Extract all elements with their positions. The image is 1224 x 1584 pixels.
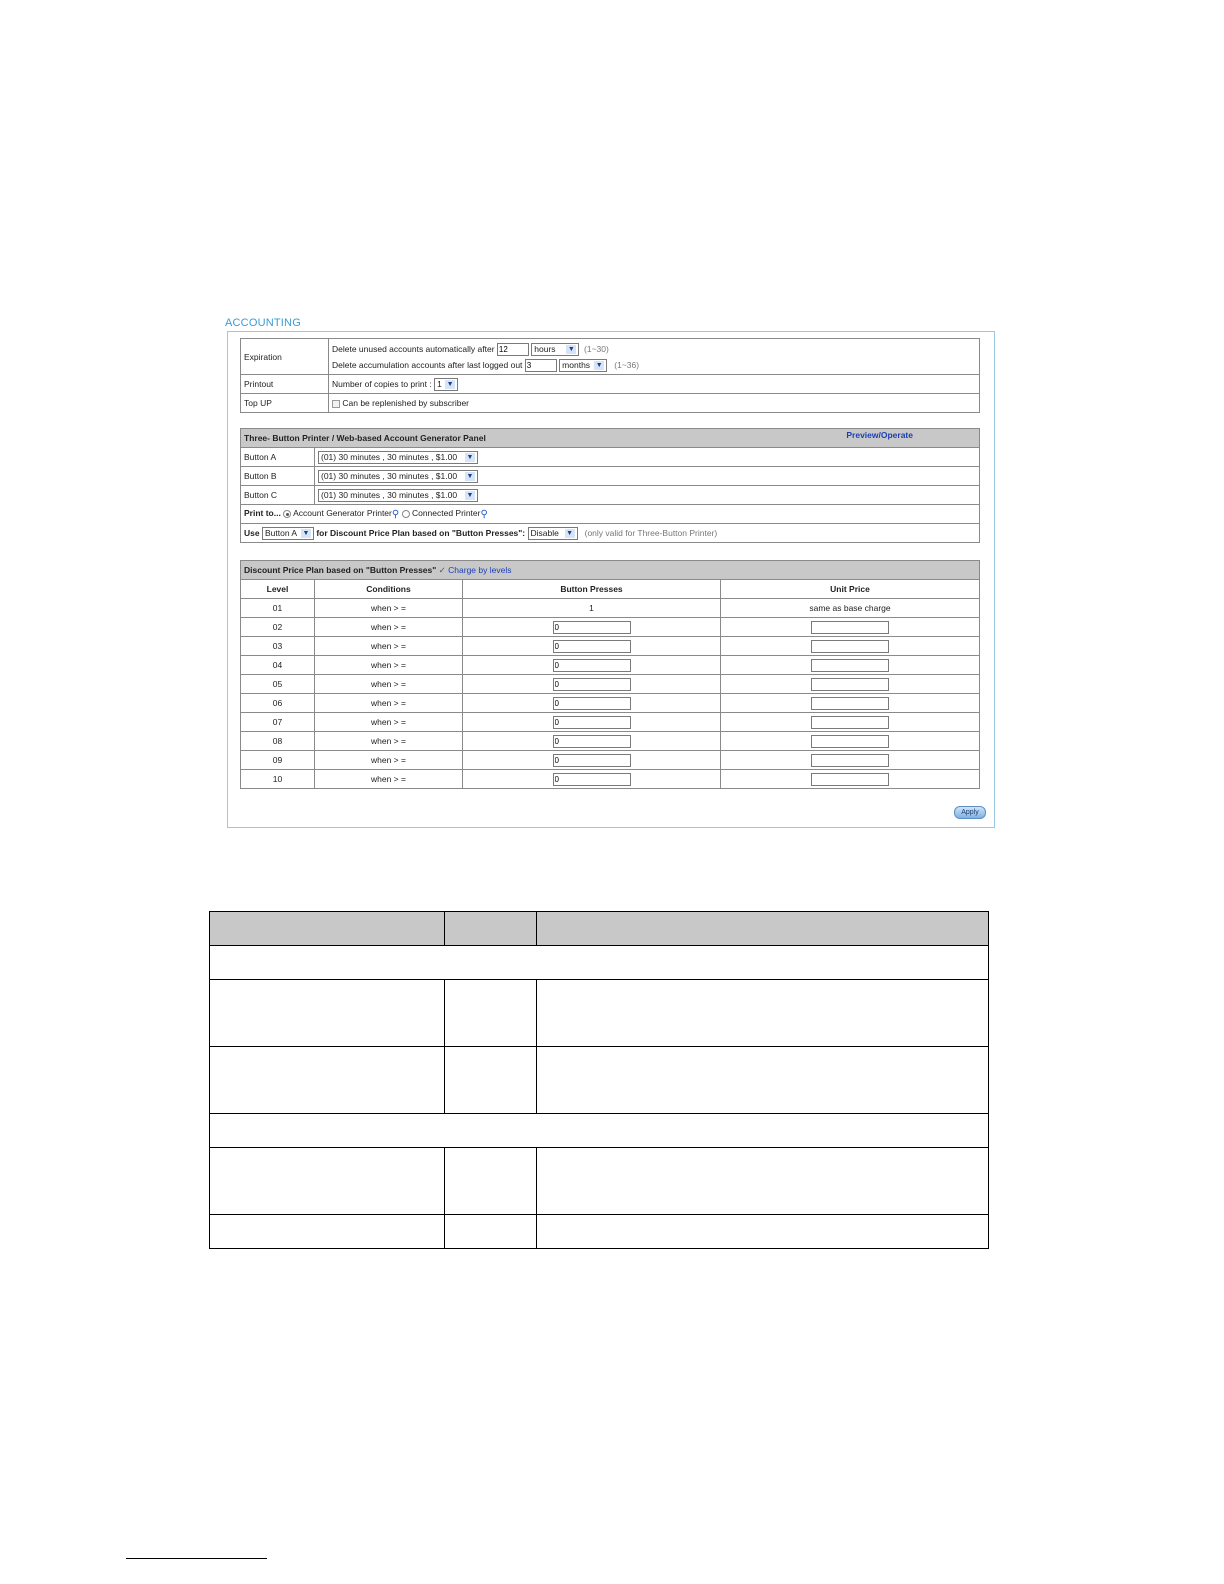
button-a-label: Button A	[241, 448, 315, 467]
chevron-down-icon: ▼	[567, 345, 575, 353]
row-price-cell	[721, 770, 980, 789]
accumulation-expiry-range: (1~36)	[614, 359, 640, 370]
row-price-cell	[721, 732, 980, 751]
accounting-screenshot	[225, 317, 995, 829]
unused-expiry-unit-value: hours	[534, 343, 556, 354]
button-presses-input[interactable]	[553, 621, 631, 634]
row-presses-cell	[463, 694, 721, 713]
table-row	[241, 656, 980, 675]
connected-printer-radio[interactable]	[402, 510, 410, 518]
print-to-row	[241, 505, 980, 524]
button-c-label: Button C	[241, 486, 315, 505]
row-price-cell	[721, 675, 980, 694]
discount-note: (only valid for Three-Button Printer)	[584, 527, 718, 538]
row-price-cell	[721, 694, 980, 713]
topup-label: Top UP	[241, 394, 329, 413]
description-table	[209, 911, 989, 1249]
printout-label: Printout	[241, 375, 329, 394]
table-row	[210, 1047, 989, 1114]
discount-button-value: Button A	[264, 527, 298, 538]
replenish-checkbox[interactable]	[332, 400, 340, 408]
row-level: 09	[241, 751, 315, 770]
row-condition: when > =	[315, 713, 463, 732]
accumulation-expiry-unit-select[interactable]	[559, 359, 607, 372]
accumulation-expiry-input[interactable]	[525, 359, 557, 372]
table-row	[210, 1215, 989, 1249]
button-presses-input[interactable]	[553, 659, 631, 672]
row-condition: when > =	[315, 599, 463, 618]
button-b-select[interactable]	[318, 470, 478, 483]
row-price-cell	[721, 618, 980, 637]
table-row	[241, 770, 980, 789]
discount-mode-select[interactable]	[528, 527, 578, 540]
unused-expiry-range: (1~30)	[584, 343, 609, 354]
preview-operate-link[interactable]: Preview/Operate	[846, 430, 913, 440]
table-row	[241, 732, 980, 751]
charge-by-levels-link[interactable]: Charge by levels	[448, 564, 512, 575]
chevron-down-icon: ▼	[466, 491, 474, 499]
row-level: 04	[241, 656, 315, 675]
discount-source-text: for Discount Price Plan based on "Button Presses":	[316, 527, 526, 538]
section-title: ACCOUNTING	[225, 317, 301, 329]
row-condition: when > =	[315, 656, 463, 675]
unit-price-input[interactable]	[811, 678, 889, 691]
row-presses-cell	[463, 770, 721, 789]
discount-plan-table	[240, 560, 980, 789]
row-level: 07	[241, 713, 315, 732]
print-to-label: Print to...	[244, 508, 281, 519]
column-header-unit-price: Unit Price	[721, 580, 980, 599]
table-row	[241, 713, 980, 732]
row-presses-cell	[463, 713, 721, 732]
table-row	[241, 637, 980, 656]
chevron-down-icon: ▼	[595, 361, 603, 369]
row-level: 06	[241, 694, 315, 713]
row-presses-cell	[463, 656, 721, 675]
description-header-row	[210, 912, 989, 946]
row-condition: when > =	[315, 618, 463, 637]
discount-button-select[interactable]	[262, 527, 314, 540]
button-a-select[interactable]	[318, 451, 478, 464]
unused-expiry-input[interactable]	[497, 343, 529, 356]
button-c-select[interactable]	[318, 489, 478, 502]
discount-source-row	[241, 524, 980, 543]
expiration-label: Expiration	[241, 339, 329, 375]
search-icon[interactable]: ⚲	[480, 508, 488, 520]
unit-price-input[interactable]	[811, 640, 889, 653]
column-header-level: Level	[241, 580, 315, 599]
button-c-value: (01) 30 minutes , 30 minutes , $1.00	[321, 489, 458, 500]
description-group-row	[210, 1114, 989, 1148]
table-row	[241, 599, 980, 618]
row-condition: when > =	[315, 732, 463, 751]
unit-price-input[interactable]	[811, 754, 889, 767]
apply-button[interactable]: Apply	[954, 806, 986, 819]
row-presses-cell	[463, 732, 721, 751]
row-level: 08	[241, 732, 315, 751]
expiration-accumulation-text: Delete accumulation accounts after last logged out	[332, 359, 523, 370]
chevron-down-icon: ▼	[466, 453, 474, 461]
row-condition: when > =	[315, 751, 463, 770]
table-row	[241, 618, 980, 637]
discount-plan-header	[241, 561, 980, 580]
replenish-checkbox-label: Can be replenished by subscriber	[342, 398, 470, 408]
row-level: 01	[241, 599, 315, 618]
row-price-cell	[721, 637, 980, 656]
button-presses-input[interactable]	[553, 697, 631, 710]
printer-panel-header	[241, 429, 980, 448]
row-price-cell	[721, 751, 980, 770]
unit-price-input[interactable]	[811, 621, 889, 634]
button-presses-input[interactable]	[553, 754, 631, 767]
row-condition: when > =	[315, 770, 463, 789]
table-row	[241, 694, 980, 713]
button-presses-input[interactable]	[553, 773, 631, 786]
discount-column-headers	[241, 580, 980, 599]
button-presses-input[interactable]	[553, 640, 631, 653]
button-b-value: (01) 30 minutes , 30 minutes , $1.00	[321, 470, 458, 481]
chevron-down-icon: ▼	[302, 529, 310, 537]
button-a-value: (01) 30 minutes , 30 minutes , $1.00	[321, 451, 458, 462]
button-presses-input[interactable]	[553, 678, 631, 691]
column-header-conditions: Conditions	[315, 580, 463, 599]
unused-expiry-unit-select[interactable]	[531, 343, 579, 356]
account-generator-printer-radio[interactable]	[283, 510, 291, 518]
table-row	[210, 1148, 989, 1215]
row-level: 10	[241, 770, 315, 789]
unit-price-input[interactable]	[811, 716, 889, 729]
copies-value: 1	[437, 378, 442, 389]
row-condition: when > =	[315, 675, 463, 694]
row-condition: when > =	[315, 694, 463, 713]
row-level: 05	[241, 675, 315, 694]
copies-text: Number of copies to print :	[332, 378, 432, 389]
general-settings-table	[240, 338, 980, 413]
button-b-label: Button B	[241, 467, 315, 486]
topup-settings	[329, 394, 980, 413]
copies-select[interactable]	[434, 378, 458, 391]
printer-panel-title: Three- Button Printer / Web-based Account Generator Panel	[244, 433, 486, 443]
chevron-down-icon: ▼	[446, 380, 454, 388]
button-presses-input[interactable]	[553, 716, 631, 729]
description-group-row	[210, 946, 989, 980]
row-price-cell	[721, 713, 980, 732]
column-header-button-presses: Button Presses	[463, 580, 721, 599]
chevron-down-icon: ▼	[466, 472, 474, 480]
row-level: 03	[241, 637, 315, 656]
search-icon[interactable]: ⚲	[391, 508, 400, 520]
button-presses-input[interactable]	[553, 735, 631, 748]
unit-price-input[interactable]	[811, 735, 889, 748]
connected-printer-label: Connected Printer	[411, 508, 481, 519]
row-price-cell	[721, 656, 980, 675]
row-presses: 1	[463, 599, 721, 618]
use-label: Use	[244, 527, 260, 538]
account-generator-printer-label: Account Generator Printer	[293, 508, 392, 519]
row-presses-cell	[463, 637, 721, 656]
table-row	[241, 751, 980, 770]
accumulation-expiry-unit-value: months	[562, 359, 591, 370]
table-row	[241, 675, 980, 694]
printout-settings	[329, 375, 980, 394]
row-price: same as base charge	[721, 599, 980, 618]
expiration-settings	[329, 339, 980, 375]
discount-mode-value: Disable	[530, 527, 559, 538]
row-condition: when > =	[315, 637, 463, 656]
unit-price-input[interactable]	[811, 659, 889, 672]
row-level: 02	[241, 618, 315, 637]
row-presses-cell	[463, 618, 721, 637]
unit-price-input[interactable]	[811, 697, 889, 710]
chevron-down-icon: ▼	[566, 529, 573, 537]
printer-panel-table	[240, 428, 980, 543]
unit-price-input[interactable]	[811, 773, 889, 786]
discount-plan-title: Discount Price Plan based on "Button Presses"	[244, 564, 437, 575]
row-presses-cell	[463, 675, 721, 694]
table-row	[210, 980, 989, 1047]
accounting-panel	[227, 331, 995, 828]
row-presses-cell	[463, 751, 721, 770]
footnote-separator	[126, 1558, 267, 1559]
checkmark-icon: ✓	[438, 564, 446, 575]
expiration-unused-text: Delete unused accounts automatically after	[332, 343, 495, 354]
